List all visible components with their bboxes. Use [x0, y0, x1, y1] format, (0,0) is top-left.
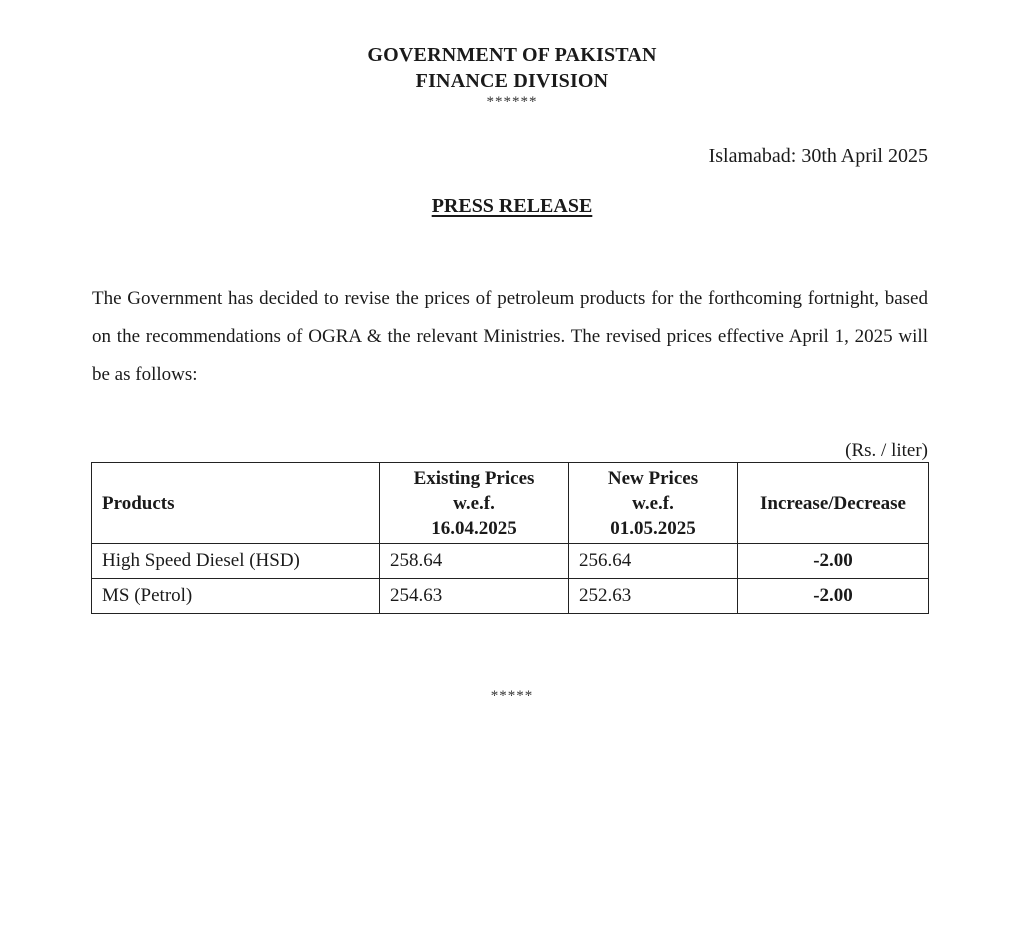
- cell-product: MS (Petrol): [92, 579, 380, 614]
- header-new-line2: w.e.f.: [632, 492, 674, 514]
- unit-note: (Rs. / liter): [845, 440, 928, 461]
- cell-change: -2.00: [738, 544, 929, 579]
- header-division: FINANCE DIVISION: [415, 70, 609, 92]
- table-row: [92, 579, 929, 614]
- cell-existing-price: 258.64: [380, 544, 569, 579]
- title-block: [0, 195, 1024, 218]
- cell-change: -2.00: [738, 579, 929, 614]
- header-new-prices: [569, 463, 738, 544]
- cell-existing-price: 254.63: [380, 579, 569, 614]
- date-line: Islamabad: 30th April 2025: [708, 145, 928, 167]
- header-new-line1: New Prices: [607, 467, 699, 489]
- body-paragraph: The Government has decided to revise the prices of petroleum products for the forthcoming fortnight, based on the recommendations of OGRA & the relevant Ministries. The revised prices effective April 1, 2025 will be as follows:: [92, 288, 928, 385]
- header-products: Products: [92, 463, 380, 544]
- press-release-title: PRESS RELEASE: [431, 195, 593, 217]
- header-new-line3: 01.05.2025: [610, 517, 696, 539]
- cell-new-price: 256.64: [569, 544, 738, 579]
- table-header-row: [92, 463, 929, 544]
- header-existing-line1: Existing Prices: [413, 467, 535, 489]
- header-existing-prices: [380, 463, 569, 544]
- header-existing-line3: 16.04.2025: [431, 517, 517, 539]
- price-table: [91, 462, 929, 614]
- header-existing-line2: w.e.f.: [453, 492, 495, 514]
- footer-stars: *****: [490, 688, 534, 704]
- cell-new-price: 252.63: [569, 579, 738, 614]
- header-government: GOVERNMENT OF PAKISTAN: [367, 44, 657, 66]
- cell-product: High Speed Diesel (HSD): [92, 544, 380, 579]
- letterhead: [0, 42, 1024, 111]
- table-row: [92, 544, 929, 579]
- header-stars: ******: [486, 94, 538, 110]
- header-increase-decrease: Increase/Decrease: [738, 463, 929, 544]
